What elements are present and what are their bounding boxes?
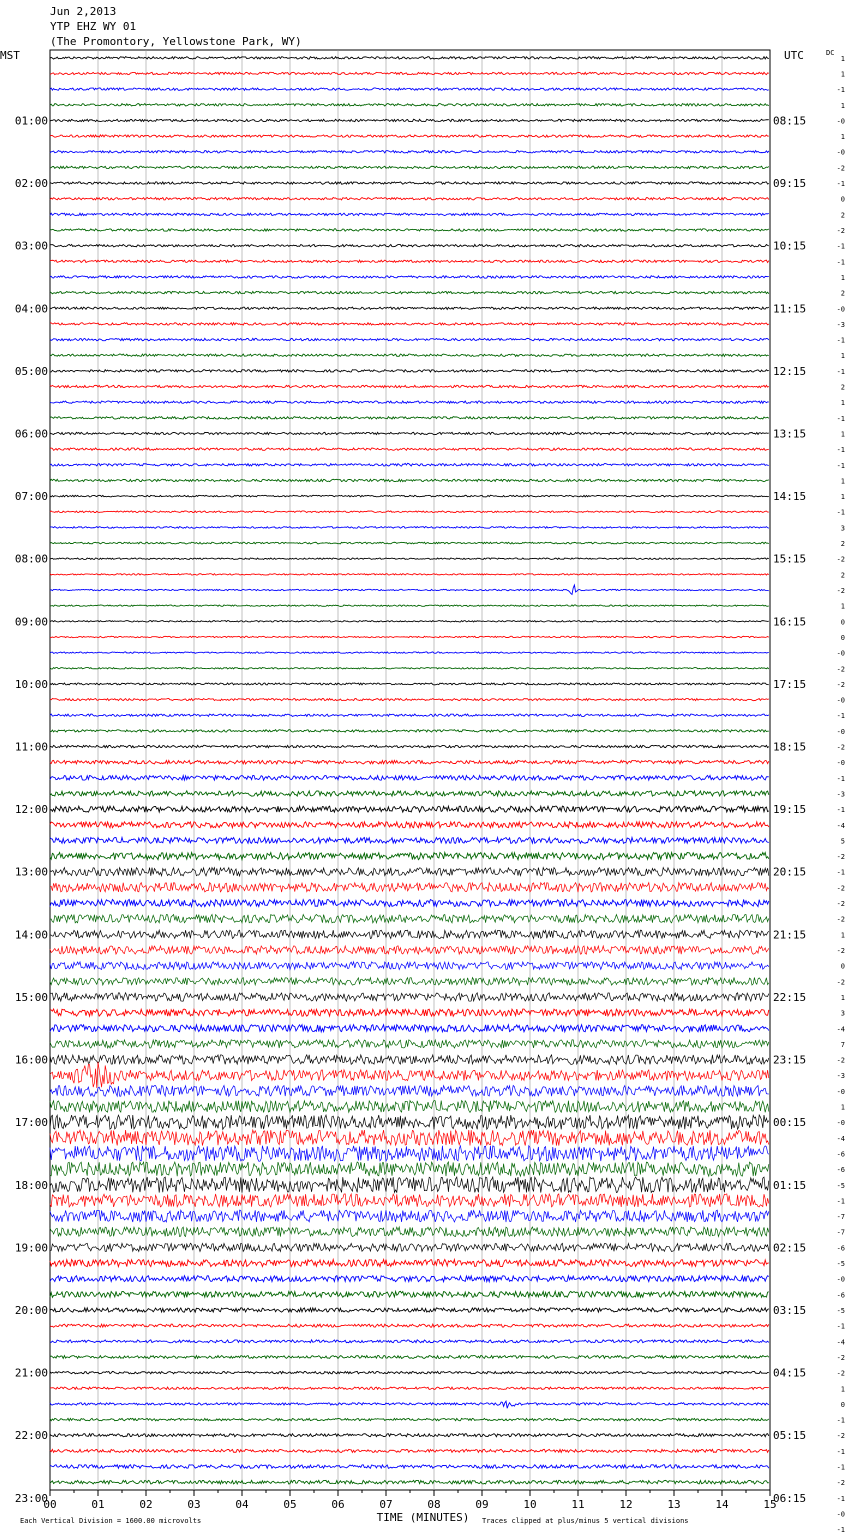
seismic-trace	[50, 899, 769, 906]
dc-offset-label: 1	[840, 493, 845, 502]
seismic-trace	[50, 915, 769, 923]
dc-offset-label: -0	[836, 759, 845, 768]
dc-offset-label: 2	[840, 571, 845, 580]
hour-label-right: 22:15	[773, 990, 807, 1004]
seismic-trace	[50, 1401, 769, 1408]
dc-offset-label: -0	[836, 1087, 845, 1096]
dc-offset-label: -1	[836, 258, 845, 267]
dc-offset-label: -1	[836, 1447, 845, 1456]
dc-offset-label: 1	[840, 1385, 845, 1394]
hour-label-left: 01:00	[14, 114, 48, 128]
date-label: Jun 2,2013	[50, 5, 117, 18]
seismic-trace	[50, 683, 769, 685]
seismic-trace	[50, 1276, 769, 1282]
hour-label-left: 20:00	[14, 1304, 48, 1317]
seismic-trace	[50, 72, 769, 74]
hour-label-left: 04:00	[14, 302, 48, 316]
dc-offset-label: -7	[836, 1213, 845, 1222]
dc-offset-label: -2	[836, 227, 845, 235]
dc-offset-label: 1	[840, 273, 845, 282]
hour-label-left: 11:00	[14, 740, 48, 754]
x-tick-label: 14	[715, 1498, 729, 1511]
seismic-trace	[50, 636, 769, 637]
seismic-trace	[50, 104, 769, 106]
hour-label-left: 23:00	[14, 1491, 48, 1505]
dc-offset-label: -0	[836, 1275, 845, 1284]
x-tick-label: 05	[283, 1498, 297, 1511]
seismic-trace	[50, 883, 769, 893]
x-tick-label: 02	[139, 1498, 153, 1511]
dc-offset-label: 1	[840, 993, 845, 1002]
dc-offset-label: -1	[836, 446, 845, 455]
dc-offset-label: -2	[836, 853, 845, 862]
dc-offset-label: 1	[840, 931, 845, 940]
dc-offset-label: -2	[836, 1479, 845, 1488]
seismic-trace	[50, 307, 769, 309]
dc-offset-label: 1	[840, 1103, 845, 1112]
seismic-trace	[50, 57, 769, 59]
seismic-trace	[50, 668, 769, 669]
seismic-trace	[50, 822, 769, 828]
hour-label-left: 08:00	[14, 552, 48, 566]
dc-offset-label: -1	[836, 806, 845, 815]
hour-label-right: 00:15	[773, 1116, 807, 1130]
seismic-trace	[50, 151, 769, 153]
dc-offset-label: -2	[836, 743, 845, 752]
hour-label-right: 19:15	[773, 803, 807, 817]
hour-label-left: 12:00	[14, 803, 48, 817]
seismic-trace	[50, 432, 769, 434]
dc-offset-label: -1	[836, 1322, 845, 1331]
seismic-trace	[50, 448, 769, 450]
hour-label-right: 01:15	[773, 1178, 807, 1192]
x-tick-label: 13	[667, 1498, 681, 1511]
dc-offset-label: -0	[836, 1119, 845, 1128]
seismic-trace	[50, 338, 769, 340]
x-tick-label: 12	[619, 1498, 633, 1511]
dc-offset-label: 5	[840, 837, 845, 846]
x-axis-title: TIME (MINUTES)	[376, 1511, 470, 1524]
seismic-trace	[50, 574, 769, 575]
hour-label-left: 05:00	[14, 364, 48, 378]
seismic-trace	[50, 1465, 769, 1469]
seismic-trace	[50, 370, 769, 372]
dc-offset-label: -1	[836, 86, 845, 95]
dc-offset-label: -6	[836, 1166, 845, 1175]
dc-offset-label: 7	[840, 1040, 845, 1049]
seismic-trace	[50, 1194, 769, 1207]
dc-offset-label: 1	[840, 70, 845, 79]
seismic-trace	[50, 962, 769, 970]
x-tick-label: 03	[187, 1498, 201, 1511]
seismic-trace	[50, 1371, 769, 1373]
seismic-trace	[50, 1243, 769, 1251]
x-tick-label: 00	[43, 1498, 57, 1511]
seismic-trace	[50, 699, 769, 701]
seismic-trace	[50, 1162, 769, 1176]
seismic-trace	[50, 1449, 769, 1452]
plot-frame	[50, 50, 770, 1490]
x-tick-label: 10	[523, 1498, 537, 1511]
hour-label-left: 16:00	[14, 1053, 48, 1067]
x-tick-label: 15	[763, 1498, 777, 1511]
hour-label-right: 18:15	[773, 740, 807, 754]
seismic-trace	[50, 119, 769, 121]
dc-offset-label: -1	[836, 1526, 845, 1534]
dc-offset-label: -2	[836, 1432, 845, 1441]
dc-offset-label: -3	[836, 1072, 845, 1081]
seismic-trace	[50, 1291, 769, 1297]
seismic-trace	[50, 1055, 769, 1065]
seismic-trace	[50, 1062, 769, 1088]
dc-offset-label: -2	[836, 1353, 845, 1362]
seismic-trace	[50, 605, 769, 606]
dc-offset-label: -2	[836, 900, 845, 909]
hour-label-right: 16:15	[773, 615, 807, 629]
seismic-trace	[50, 1101, 769, 1113]
dc-offset-label: -2	[836, 978, 845, 987]
footer-right-note: Traces clipped at plus/minus 5 vertical divisions	[482, 1517, 689, 1525]
seismic-trace	[50, 930, 769, 938]
hour-label-right: 17:15	[773, 677, 807, 691]
seismic-trace	[50, 401, 769, 403]
dc-offset-label: -2	[836, 1369, 845, 1378]
hour-label-right: 04:15	[773, 1366, 807, 1380]
dc-offset-label: -1	[836, 868, 845, 877]
dc-offset-label: -2	[836, 947, 845, 955]
dc-offset-label: 1	[840, 54, 845, 63]
dc-offset-label: 1	[840, 430, 845, 439]
x-tick-label: 11	[571, 1498, 585, 1511]
location-label: (The Promontory, Yellowstone Park, WY)	[50, 35, 302, 48]
seismic-trace	[50, 1480, 769, 1484]
dc-offset-label: 2	[840, 540, 845, 549]
hour-label-left: 18:00	[14, 1178, 48, 1192]
seismic-trace	[50, 479, 769, 481]
dc-offset-label: 2	[840, 211, 845, 220]
dc-offset-label: -7	[836, 1228, 845, 1237]
dc-offset-label: -4	[836, 821, 845, 830]
hour-label-right: 12:15	[773, 364, 807, 378]
dc-offset-label: -0	[836, 117, 845, 126]
seismic-trace	[50, 213, 769, 215]
dc-offset-label: -2	[836, 665, 845, 674]
seismic-trace	[50, 978, 769, 986]
seismic-trace	[50, 1115, 769, 1129]
hour-label-right: 03:15	[773, 1304, 807, 1317]
x-tick-label: 01	[91, 1498, 105, 1511]
dc-offset-label: -0	[836, 727, 845, 736]
dc-offset-label: 2	[840, 383, 845, 392]
seismic-trace	[50, 760, 769, 764]
x-tick-label: 08	[427, 1498, 441, 1511]
dc-offset-label: -2	[836, 884, 845, 893]
seismic-trace	[50, 714, 769, 716]
hour-label-left: 22:00	[14, 1429, 48, 1443]
dc-offset-label: 3	[840, 524, 845, 533]
seismic-trace	[50, 1146, 769, 1162]
dc-offset-label: -5	[836, 1181, 845, 1190]
hour-label-left: 15:00	[14, 990, 48, 1004]
hour-label-left: 10:00	[14, 677, 48, 691]
seismic-trace	[50, 806, 769, 812]
seismic-trace	[50, 385, 769, 387]
hour-label-right: 13:15	[773, 427, 807, 441]
seismic-trace	[50, 1025, 769, 1032]
seismic-trace	[50, 1259, 769, 1266]
x-tick-label: 06	[331, 1498, 345, 1511]
dc-offset-label: -3	[836, 790, 845, 799]
seismic-trace	[50, 291, 769, 293]
dc-offset-label: -2	[836, 1056, 845, 1065]
dc-offset-label: -1	[836, 1463, 845, 1472]
hour-label-left: 13:00	[14, 865, 48, 879]
dc-offset-label: 0	[840, 195, 845, 204]
hour-label-right: 23:15	[773, 1053, 807, 1067]
dc-offset-label: -1	[836, 712, 845, 721]
seismic-trace	[50, 260, 769, 262]
station-label: YTP EHZ WY 01	[50, 20, 137, 33]
seismic-trace	[50, 1085, 769, 1096]
dc-offset-label: 1	[840, 602, 845, 611]
seismic-trace	[50, 621, 769, 622]
dc-offset-label: -2	[836, 915, 845, 924]
dc-offset-label: -2	[836, 555, 845, 564]
dc-offset-label: -2	[836, 587, 845, 595]
seismic-trace	[50, 652, 769, 653]
dc-offset-label: -2	[836, 164, 845, 173]
hour-label-left: 02:00	[14, 177, 48, 191]
dc-offset-label: -6	[836, 1291, 845, 1300]
hour-label-left: 09:00	[14, 615, 48, 629]
seismic-trace	[50, 868, 769, 876]
seismic-trace	[50, 1387, 769, 1389]
seismic-trace	[50, 1040, 769, 1048]
hour-label-left: 03:00	[14, 239, 48, 253]
seismic-trace	[50, 745, 769, 747]
seismic-trace	[50, 229, 769, 231]
seismic-trace	[50, 244, 769, 246]
dc-offset-label: -0	[836, 649, 845, 658]
dc-offset-label: -0	[836, 1510, 845, 1519]
dc-offset-label: 0	[840, 1400, 845, 1409]
seismic-trace	[50, 1227, 769, 1237]
x-tick-label: 07	[379, 1498, 393, 1511]
left-timezone-label: MST	[0, 49, 20, 62]
dc-offset-label: 0	[840, 633, 845, 642]
dc-offset-label: -5	[836, 1307, 845, 1315]
dc-offset-label: -0	[836, 305, 845, 314]
x-tick-label: 09	[475, 1498, 489, 1511]
dc-offset-label: -1	[836, 367, 845, 376]
hour-label-right: 02:15	[773, 1241, 807, 1255]
dc-offset-label: -0	[836, 148, 845, 157]
seismic-trace	[50, 1130, 769, 1146]
seismic-trace	[50, 527, 769, 529]
dc-offset-label: 3	[840, 1009, 845, 1018]
dc-offset-label: -4	[836, 1134, 845, 1143]
seismic-trace	[50, 1308, 769, 1312]
hour-label-right: 08:15	[773, 114, 807, 128]
dc-offset-label: -0	[836, 696, 845, 705]
dc-offset-label: 1	[840, 101, 845, 110]
hour-label-right: 11:15	[773, 302, 807, 316]
seismic-trace	[50, 993, 769, 1001]
seismic-trace	[50, 135, 769, 137]
hour-label-right: 09:15	[773, 177, 807, 191]
dc-header-label: DC	[826, 49, 835, 57]
seismic-trace	[50, 88, 769, 90]
hour-label-right: 21:15	[773, 928, 807, 942]
dc-offset-label: -1	[836, 1494, 845, 1503]
dc-offset-label: 1	[840, 399, 845, 408]
hour-label-right: 10:15	[773, 239, 807, 253]
seismic-trace	[50, 511, 769, 513]
seismic-trace	[50, 276, 769, 278]
hour-label-left: 06:00	[14, 427, 48, 441]
seismic-trace	[50, 495, 769, 497]
dc-offset-label: -6	[836, 1150, 845, 1159]
dc-offset-label: -1	[836, 414, 845, 423]
seismic-trace	[50, 417, 769, 419]
seismic-trace	[50, 1356, 769, 1359]
seismic-trace	[50, 323, 769, 325]
hour-label-left: 07:00	[14, 490, 48, 504]
seismic-trace	[50, 354, 769, 356]
seismic-trace	[50, 775, 769, 780]
seismic-trace	[50, 166, 769, 168]
hour-label-right: 15:15	[773, 552, 807, 566]
dc-offset-label: -6	[836, 1244, 845, 1253]
seismic-trace	[50, 182, 769, 184]
hour-label-right: 05:15	[773, 1429, 807, 1443]
seismic-trace	[50, 1418, 769, 1420]
seismic-trace	[50, 542, 769, 544]
dc-offset-label: 1	[840, 352, 845, 361]
dc-offset-label: -4	[836, 1025, 845, 1034]
seismic-trace	[50, 730, 769, 732]
dc-offset-label: -1	[836, 336, 845, 345]
dc-offset-label: -1	[836, 774, 845, 783]
seismic-trace	[50, 852, 769, 859]
right-timezone-label: UTC	[784, 49, 804, 62]
dc-offset-label: -1	[836, 508, 845, 517]
seismic-trace	[50, 791, 769, 796]
dc-offset-label: -1	[836, 461, 845, 470]
dc-offset-label: -1	[836, 242, 845, 251]
hour-label-right: 06:15	[773, 1491, 807, 1505]
seismic-trace	[50, 1177, 769, 1193]
seismic-trace	[50, 463, 769, 466]
hour-label-right: 20:15	[773, 865, 807, 879]
seismic-trace	[50, 558, 769, 559]
seismic-trace	[50, 198, 769, 200]
dc-offset-label: 0	[840, 962, 845, 971]
dc-offset-label: -2	[836, 680, 845, 689]
dc-offset-label: -3	[836, 320, 845, 329]
seismic-trace	[50, 1009, 769, 1016]
hour-label-left: 14:00	[14, 928, 48, 942]
seismic-trace	[50, 837, 769, 843]
seismic-trace	[50, 1434, 769, 1437]
dc-offset-label: 1	[840, 133, 845, 142]
dc-offset-label: -5	[836, 1260, 845, 1269]
x-tick-label: 04	[235, 1498, 249, 1511]
dc-offset-label: -1	[836, 1416, 845, 1425]
dc-offset-label: 1	[840, 477, 845, 486]
hour-label-left: 17:00	[14, 1116, 48, 1130]
seismic-trace	[50, 1210, 769, 1222]
seismic-trace	[50, 1340, 769, 1343]
footer-left-note: Each Vertical Division = 1600.00 microvolts	[20, 1517, 202, 1525]
hour-label-left: 19:00	[14, 1241, 48, 1255]
dc-offset-label: 2	[840, 289, 845, 298]
dc-offset-label: -1	[836, 180, 845, 189]
dc-offset-label: -1	[836, 1197, 845, 1206]
seismic-trace	[50, 1324, 769, 1327]
hour-label-right: 14:15	[773, 490, 807, 504]
dc-offset-label: 0	[840, 618, 845, 627]
dc-offset-label: -4	[836, 1338, 845, 1347]
hour-label-left: 21:00	[14, 1366, 48, 1380]
seismic-trace	[50, 585, 769, 594]
seismic-trace	[50, 946, 769, 954]
